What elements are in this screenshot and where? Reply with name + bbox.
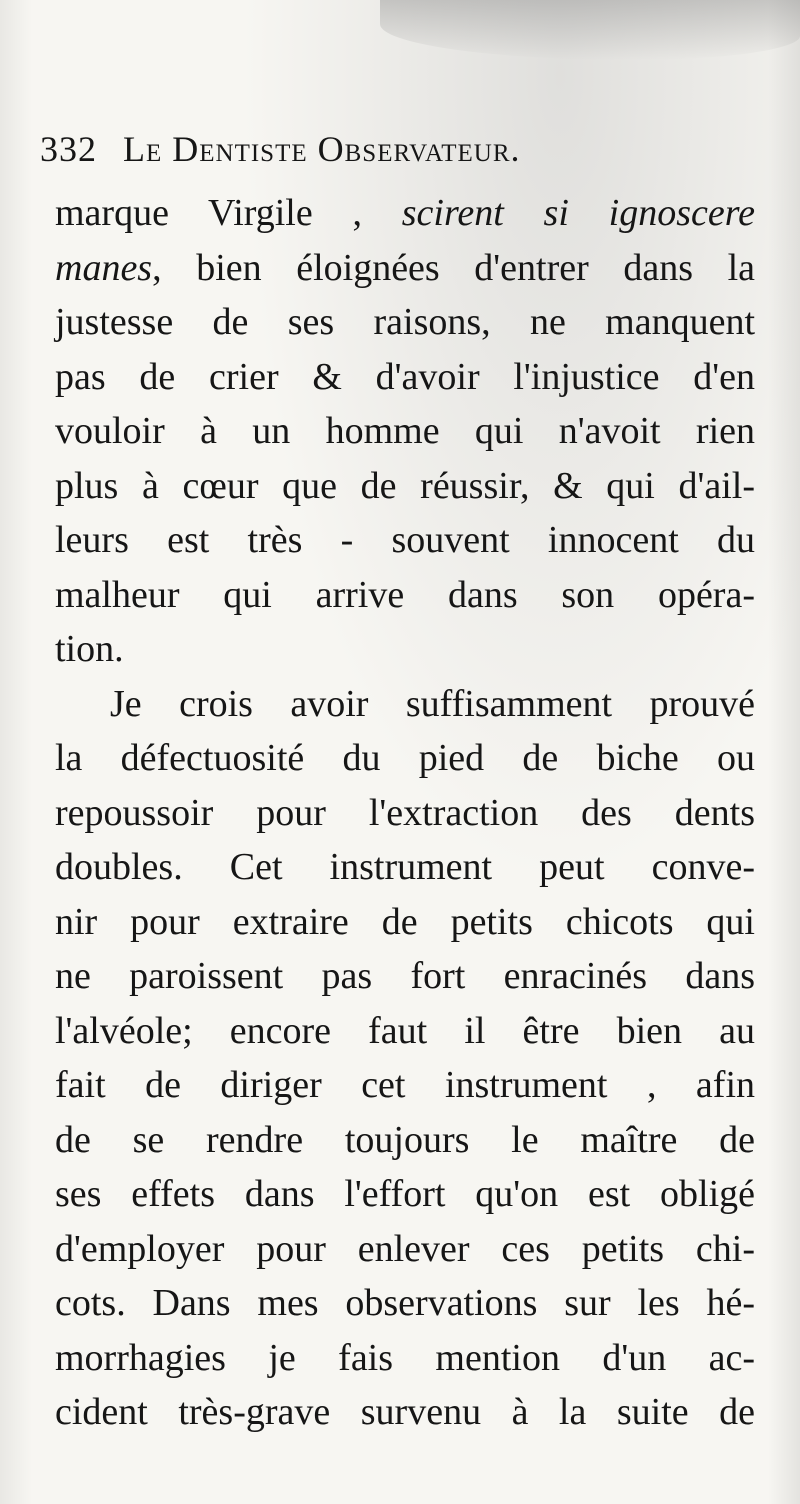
running-header [40, 128, 740, 178]
page-number: 332 [40, 129, 97, 169]
body-text [55, 186, 755, 1440]
text-line: justesse de ses raisons, ne manquent [55, 301, 755, 343]
text-line: cident très-grave survenu à la suite de [55, 1391, 755, 1433]
running-title: Le Dentiste Observateur. [123, 129, 521, 169]
text-line: pas de crier & d'avoir l'injustice d'en [55, 355, 755, 398]
page-edge-shadow [380, 0, 800, 60]
text-segment: , bien éloignées d'entrer dans la [152, 246, 755, 289]
text-line [55, 186, 755, 241]
latin-quote: scirent si ignoscere [401, 192, 755, 234]
text-line: leurs est très - souvent innocent du [55, 519, 755, 561]
text-line: la défectuosité du pied de biche ou [55, 737, 755, 779]
text-line: ses effets dans l'effort qu'on est obligé [55, 1173, 755, 1215]
text-line: ne paroissent pas fort enracinés dans [55, 955, 755, 997]
text-line: vouloir à un homme qui n'avoit rien [55, 410, 755, 452]
text-line: nir pour extraire de petits chicots qui [55, 900, 755, 943]
text-line: tion. [55, 628, 124, 670]
text-line: d'employer pour enlever ces petits chi- [55, 1227, 755, 1270]
text-line [55, 241, 755, 296]
text-line: doubles. Cet instrument peut conve- [55, 846, 755, 888]
text-line: de se rendre toujours le maître de [55, 1118, 755, 1161]
latin-quote: manes [55, 246, 153, 289]
text-line: fait de diriger cet instrument , afin [55, 1064, 755, 1106]
text-line: malheur qui arrive dans son opéra- [55, 573, 755, 616]
text-segment: marque Virgile , [55, 192, 362, 234]
paragraph-first-line: Je crois avoir suffisamment prouvé [110, 682, 755, 725]
text-line: repoussoir pour l'extraction des dents [55, 791, 755, 834]
text-line: l'alvéole; encore faut il être bien au [55, 1009, 755, 1052]
text-line: plus à cœur que de réussir, & qui d'ail- [55, 464, 755, 507]
text-line: morrhagies je fais mention d'un ac- [55, 1336, 755, 1379]
text-line: cots. Dans mes observations sur les hé- [55, 1282, 755, 1324]
